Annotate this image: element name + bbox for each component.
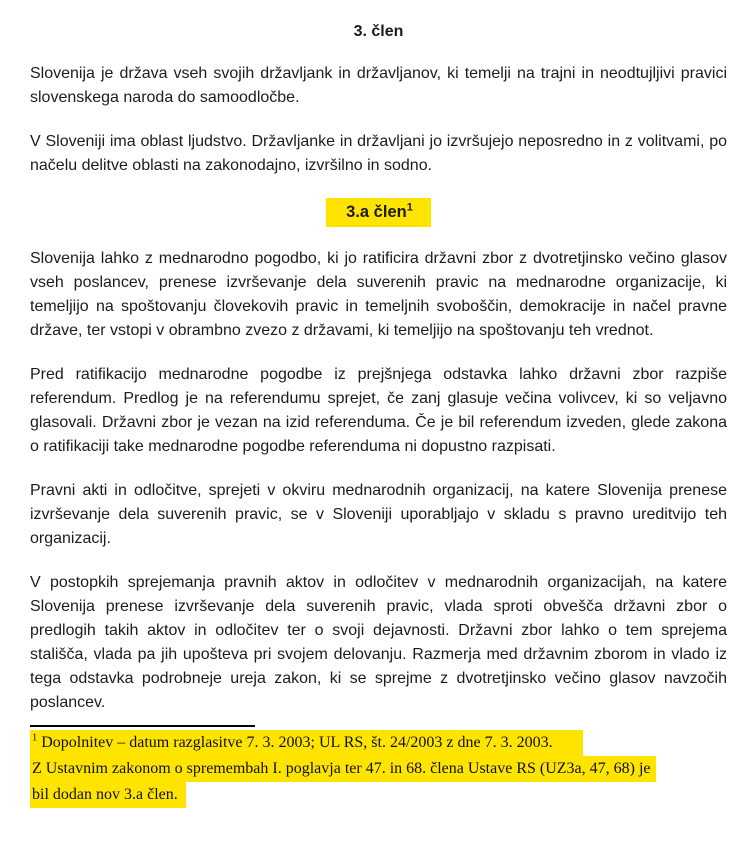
article-3-title: 3. člen <box>353 23 404 40</box>
highlighted-footnote-text: bil dodan nov 3.a člen. <box>30 782 186 808</box>
paragraph: Slovenija je država vseh svojih državljank in državljanov, ki temelji na trajni in neodtujljivi pravici slovenskega naroda do samoodločbe. <box>30 65 727 106</box>
paragraph: V postopkih sprejemanja pravnih aktov in odločitev v mednarodnih organizacijah, na katere Slovenija prenese izvrševanje dela suverenih pravic, vlada sproti obvešča državni zbor o predlogih takih aktov in odločitev ter o svoji dejavnosti. Državni zbor lahko o tem sprejema stališča, vlada pa jih upošteva pri svojem delovanju. Razmerja med državnim zborom in vlado iz tega odstavka podrobneje ureja zakon, ki se sprejme z dvotretjinsko večino glasov navzočih poslancev. <box>30 574 727 711</box>
footnote-marker-superscript: 1 <box>32 732 38 744</box>
footnote-reference-superscript: 1 <box>406 201 413 214</box>
footnote-line <box>30 756 727 782</box>
paragraph: Pravni akti in odločitve, sprejeti v okviru mednarodnih organizacij, na katere Slovenija prenese izvrševanje dela suverenih pravic, se v Sloveniji uporabljajo v skladu s pravno ureditvijo teh organizacij. <box>30 482 727 547</box>
heading-text: 3.a člen <box>346 203 407 221</box>
highlighted-footnote-text <box>30 730 583 756</box>
paragraph: Slovenija lahko z mednarodno pogodbo, ki jo ratificira državni zbor z dvotretjinsko večino glasov vseh poslancev, prenese izvrševanje dela suverenih pravic na mednarodne organizacije, ki temeljijo na spoštovanju človekovih pravic in temeljnih svoboščin, demokracije in načel pravne države, ter vstopi v obrambno zvezo z državami, ki temeljijo na spoštovanju teh vrednot. <box>30 250 727 339</box>
paragraph: Pred ratifikacijo mednarodne pogodbe iz prejšnjega odstavka lahko državni zbor razpiše referendum. Predlog je na referendumu sprejet, če zanj glasuje večina volivcev, ki so veljavno glasovali. Državni zbor je vezan na izid referenduma. Če je bil referendum izveden, glede zakona o ratifikaciji take mednarodne pogodbe referenduma ni dopustno razpisati. <box>30 366 727 455</box>
article-3a-heading <box>30 198 727 227</box>
highlighted-footnote-text: Z Ustavnim zakonom o spremembah I. poglavja ter 47. in 68. člena Ustave RS (UZ3a, 47, 68) je <box>30 756 656 782</box>
footnote-line <box>30 730 727 756</box>
highlighted-heading <box>326 198 431 227</box>
footnote-text: Dopolnitev – datum razglasitve 7. 3. 2003; UL RS, št. 24/2003 z dne 7. 3. 2003. <box>41 734 553 751</box>
footnote <box>30 730 727 808</box>
footnote-separator-line <box>30 725 255 727</box>
footnote-line <box>30 782 727 808</box>
paragraph: V Sloveniji ima oblast ljudstvo. Državljanke in državljani jo izvršujejo neposredno in z volitvami, po načelu delitve oblasti na zakonodajno, izvršilno in sodno. <box>30 133 727 174</box>
